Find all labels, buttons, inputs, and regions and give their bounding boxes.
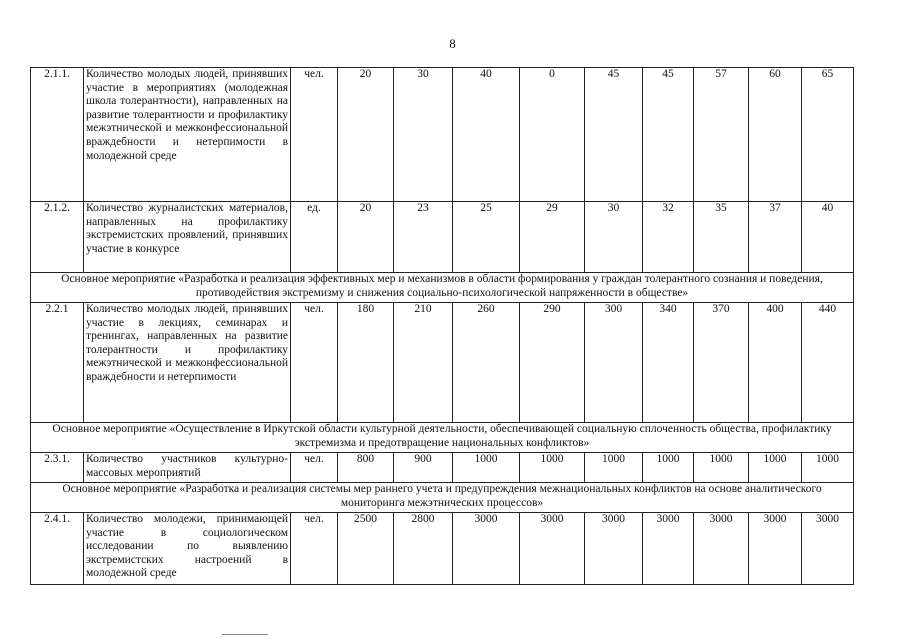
- value-cell: 20: [338, 202, 394, 273]
- value-cell: 3000: [749, 513, 802, 585]
- value-cell: 65: [802, 68, 854, 202]
- table-row: [31, 68, 854, 202]
- value-cell: 400: [749, 303, 802, 423]
- page-number: 8: [449, 36, 456, 51]
- value-cell: 23: [394, 202, 453, 273]
- value-cell: 3000: [694, 513, 749, 585]
- scan-artifact-line: [222, 634, 268, 635]
- value-cell: 300: [585, 303, 643, 423]
- indicator-name: Количество молодежи, принимающей участие в социологическом исследовании по выявлению экстремистских настроений в молодежной среде: [84, 513, 291, 585]
- value-cell: 57: [694, 68, 749, 202]
- value-cell: 260: [453, 303, 520, 423]
- value-cell: 3000: [585, 513, 643, 585]
- row-number: 2.2.1: [31, 303, 84, 423]
- section-heading: Основное мероприятие «Разработка и реализация эффективных мер и механизмов в области формирования у граждан толерантного сознания и поведения, противодействия экстремизму и снижения социально-психологической напряженности в обществе»: [31, 273, 854, 303]
- value-cell: 1000: [694, 453, 749, 483]
- value-cell: 45: [585, 68, 643, 202]
- value-cell: 180: [338, 303, 394, 423]
- indicator-name: Количество молодых людей, принявших участие в мероприятиях (молодежная школа толерантности), направленных на развитие толерантности и профилактику межэтнической и межконфессиональной враждебности и нетерпимости в молодежной среде: [84, 68, 291, 202]
- value-cell: 3000: [802, 513, 854, 585]
- table-row: [31, 513, 854, 585]
- value-cell: 210: [394, 303, 453, 423]
- value-cell: 340: [643, 303, 694, 423]
- value-cell: 440: [802, 303, 854, 423]
- value-cell: 1000: [749, 453, 802, 483]
- table-row: [31, 453, 854, 483]
- value-cell: 800: [338, 453, 394, 483]
- value-cell: 20: [338, 68, 394, 202]
- value-cell: 40: [802, 202, 854, 273]
- value-cell: 30: [585, 202, 643, 273]
- value-cell: 370: [694, 303, 749, 423]
- value-cell: 1000: [802, 453, 854, 483]
- row-number: 2.3.1.: [31, 453, 84, 483]
- value-cell: 290: [520, 303, 585, 423]
- unit-cell: чел.: [291, 453, 338, 483]
- value-cell: 900: [394, 453, 453, 483]
- value-cell: 1000: [585, 453, 643, 483]
- value-cell: 3000: [520, 513, 585, 585]
- unit-cell: чел.: [291, 513, 338, 585]
- value-cell: 40: [453, 68, 520, 202]
- value-cell: 1000: [520, 453, 585, 483]
- value-cell: 2800: [394, 513, 453, 585]
- value-cell: 29: [520, 202, 585, 273]
- section-heading: Основное мероприятие «Осуществление в Иркутской области культурной деятельности, обеспечивающей социальную сплоченность общества, профилактику экстремизма и предотвращение национальных конфликтов»: [31, 423, 854, 453]
- table-row: [31, 303, 854, 423]
- value-cell: 45: [643, 68, 694, 202]
- value-cell: 3000: [453, 513, 520, 585]
- section-row: [31, 423, 854, 453]
- unit-cell: чел.: [291, 303, 338, 423]
- value-cell: 1000: [643, 453, 694, 483]
- row-number: 2.1.1.: [31, 68, 84, 202]
- section-row: [31, 273, 854, 303]
- value-cell: 30: [394, 68, 453, 202]
- value-cell: 0: [520, 68, 585, 202]
- value-cell: 60: [749, 68, 802, 202]
- value-cell: 37: [749, 202, 802, 273]
- value-cell: 32: [643, 202, 694, 273]
- indicator-name: Количество журналистских материалов, направленных на профилактику экстремистских проявлений, принявших участие в конкурсе: [84, 202, 291, 273]
- value-cell: 2500: [338, 513, 394, 585]
- value-cell: 1000: [453, 453, 520, 483]
- indicator-name: Количество участников культурно-массовых мероприятий: [84, 453, 291, 483]
- table-row: [31, 202, 854, 273]
- value-cell: 35: [694, 202, 749, 273]
- section-row: [31, 483, 854, 513]
- unit-cell: чел.: [291, 68, 338, 202]
- value-cell: 25: [453, 202, 520, 273]
- indicators-table: [30, 67, 854, 585]
- row-number: 2.4.1.: [31, 513, 84, 585]
- unit-cell: ед.: [291, 202, 338, 273]
- value-cell: 3000: [643, 513, 694, 585]
- indicator-name: Количество молодых людей, принявших участие в лекциях, семинарах и тренингах, направленных на развитие толерантности и профилактику межэтнической и межконфессиональной враждебности и нетерпимости: [84, 303, 291, 423]
- row-number: 2.1.2.: [31, 202, 84, 273]
- section-heading: Основное мероприятие «Разработка и реализация системы мер раннего учета и предупреждения межнациональных конфликтов на основе аналитического мониторинга межэтнических процессов»: [31, 483, 854, 513]
